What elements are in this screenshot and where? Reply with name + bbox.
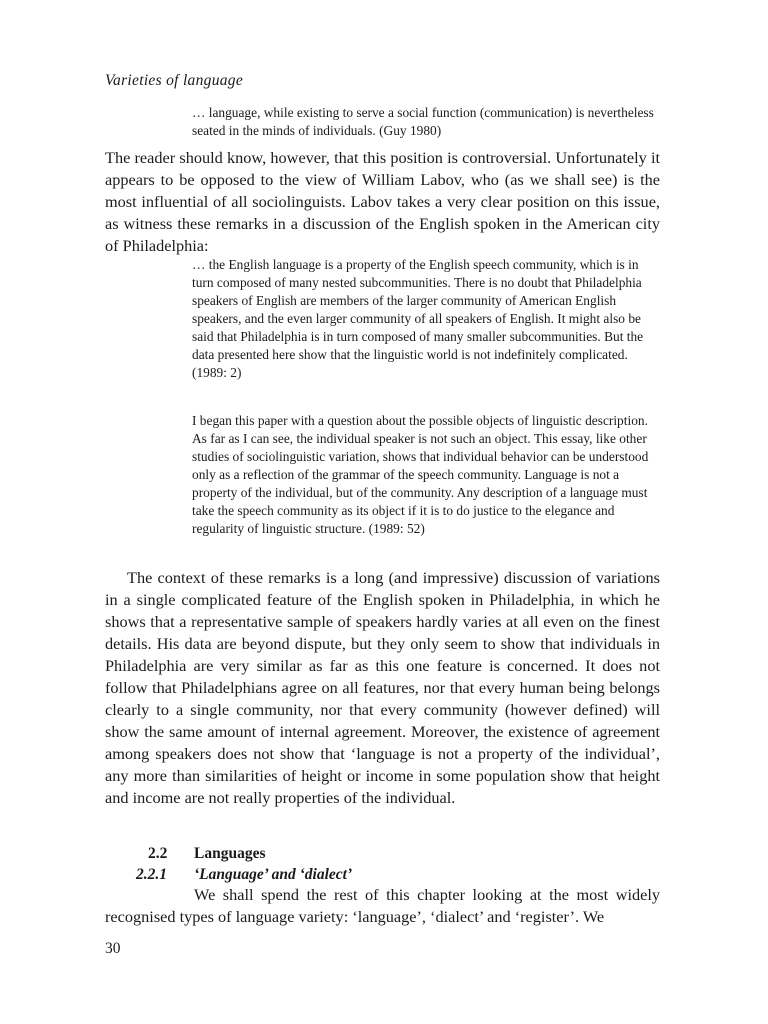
page-number: 30	[105, 940, 121, 957]
block-quote-labov-1: … the English language is a property of the English speech community, which is in turn composed of many nested subcommunities. There is no doubt that Philadelphia speakers of English are members of the larger community of American English speakers, and the even larger community of all speakers of English. It might also be said that Philadelphia is in turn composed of many smaller subcommunities. But the data presented here show that the linguistic world is not indefinitely complicated. (1989: 2)	[192, 257, 644, 380]
paragraph-varieties	[105, 884, 660, 928]
section-number: 2.2	[148, 845, 168, 862]
paragraph-varieties-text: We shall spend the rest of this chapter looking at the most widely recognised types of language variety: ‘language’, ‘dialect’ and ‘register’. We	[105, 885, 660, 926]
subsection-number: 2.2.1	[136, 866, 167, 883]
subsection-title: ‘Language’ and ‘dialect’	[194, 866, 353, 883]
section-title: Languages	[194, 845, 266, 862]
paragraph-labov-intro: The reader should know, however, that this position is controversial. Unfortunately it appears to be opposed to the view of William Labov, who (as we shall see) is the most influential of all sociolinguists. Labov takes a very clear position on this issue, as witness these remarks in a discussion of the English spoken in the American city of Philadelphia:	[105, 148, 660, 255]
running-head: Varieties of language	[105, 72, 244, 89]
paragraph-context: The context of these remarks is a long (and impressive) discussion of variations in a single complicated feature of the English spoken in Philadelphia, in which he shows that a representative sample of speakers hardly varies at all even on the finest details. His data are beyond dispute, but they only seem to show that individuals in Philadelphia are very similar as far as this one feature is concerned. It does not follow that Philadelphians agree on all features, nor that every human being belongs clearly to a single community, nor that every community (however defined) will show the same amount of internal agreement. Moreover, the existence of agreement among speakers does not show that ‘language is not a property of the individual’, any more than similarities of height or income in some population show that height and income are not really properties of the individual.	[105, 568, 660, 807]
block-quote-guy: … language, while existing to serve a social function (communication) is nevertheless seated in the minds of individuals. (Guy 1980)	[192, 105, 654, 138]
block-quote-labov-2: I began this paper with a question about the possible objects of linguistic description. As far as I can see, the individual speaker is not such an object. This essay, like other studies of sociolinguistic variation, shows that individual behavior can be understood only as a reflection of the grammar of the speech community. Language is not a property of the individual, but of the community. Any description of a language must take the speech community as its object if it is to do justice to the elegance and regularity of linguistic structure. (1989: 52)	[192, 413, 649, 536]
